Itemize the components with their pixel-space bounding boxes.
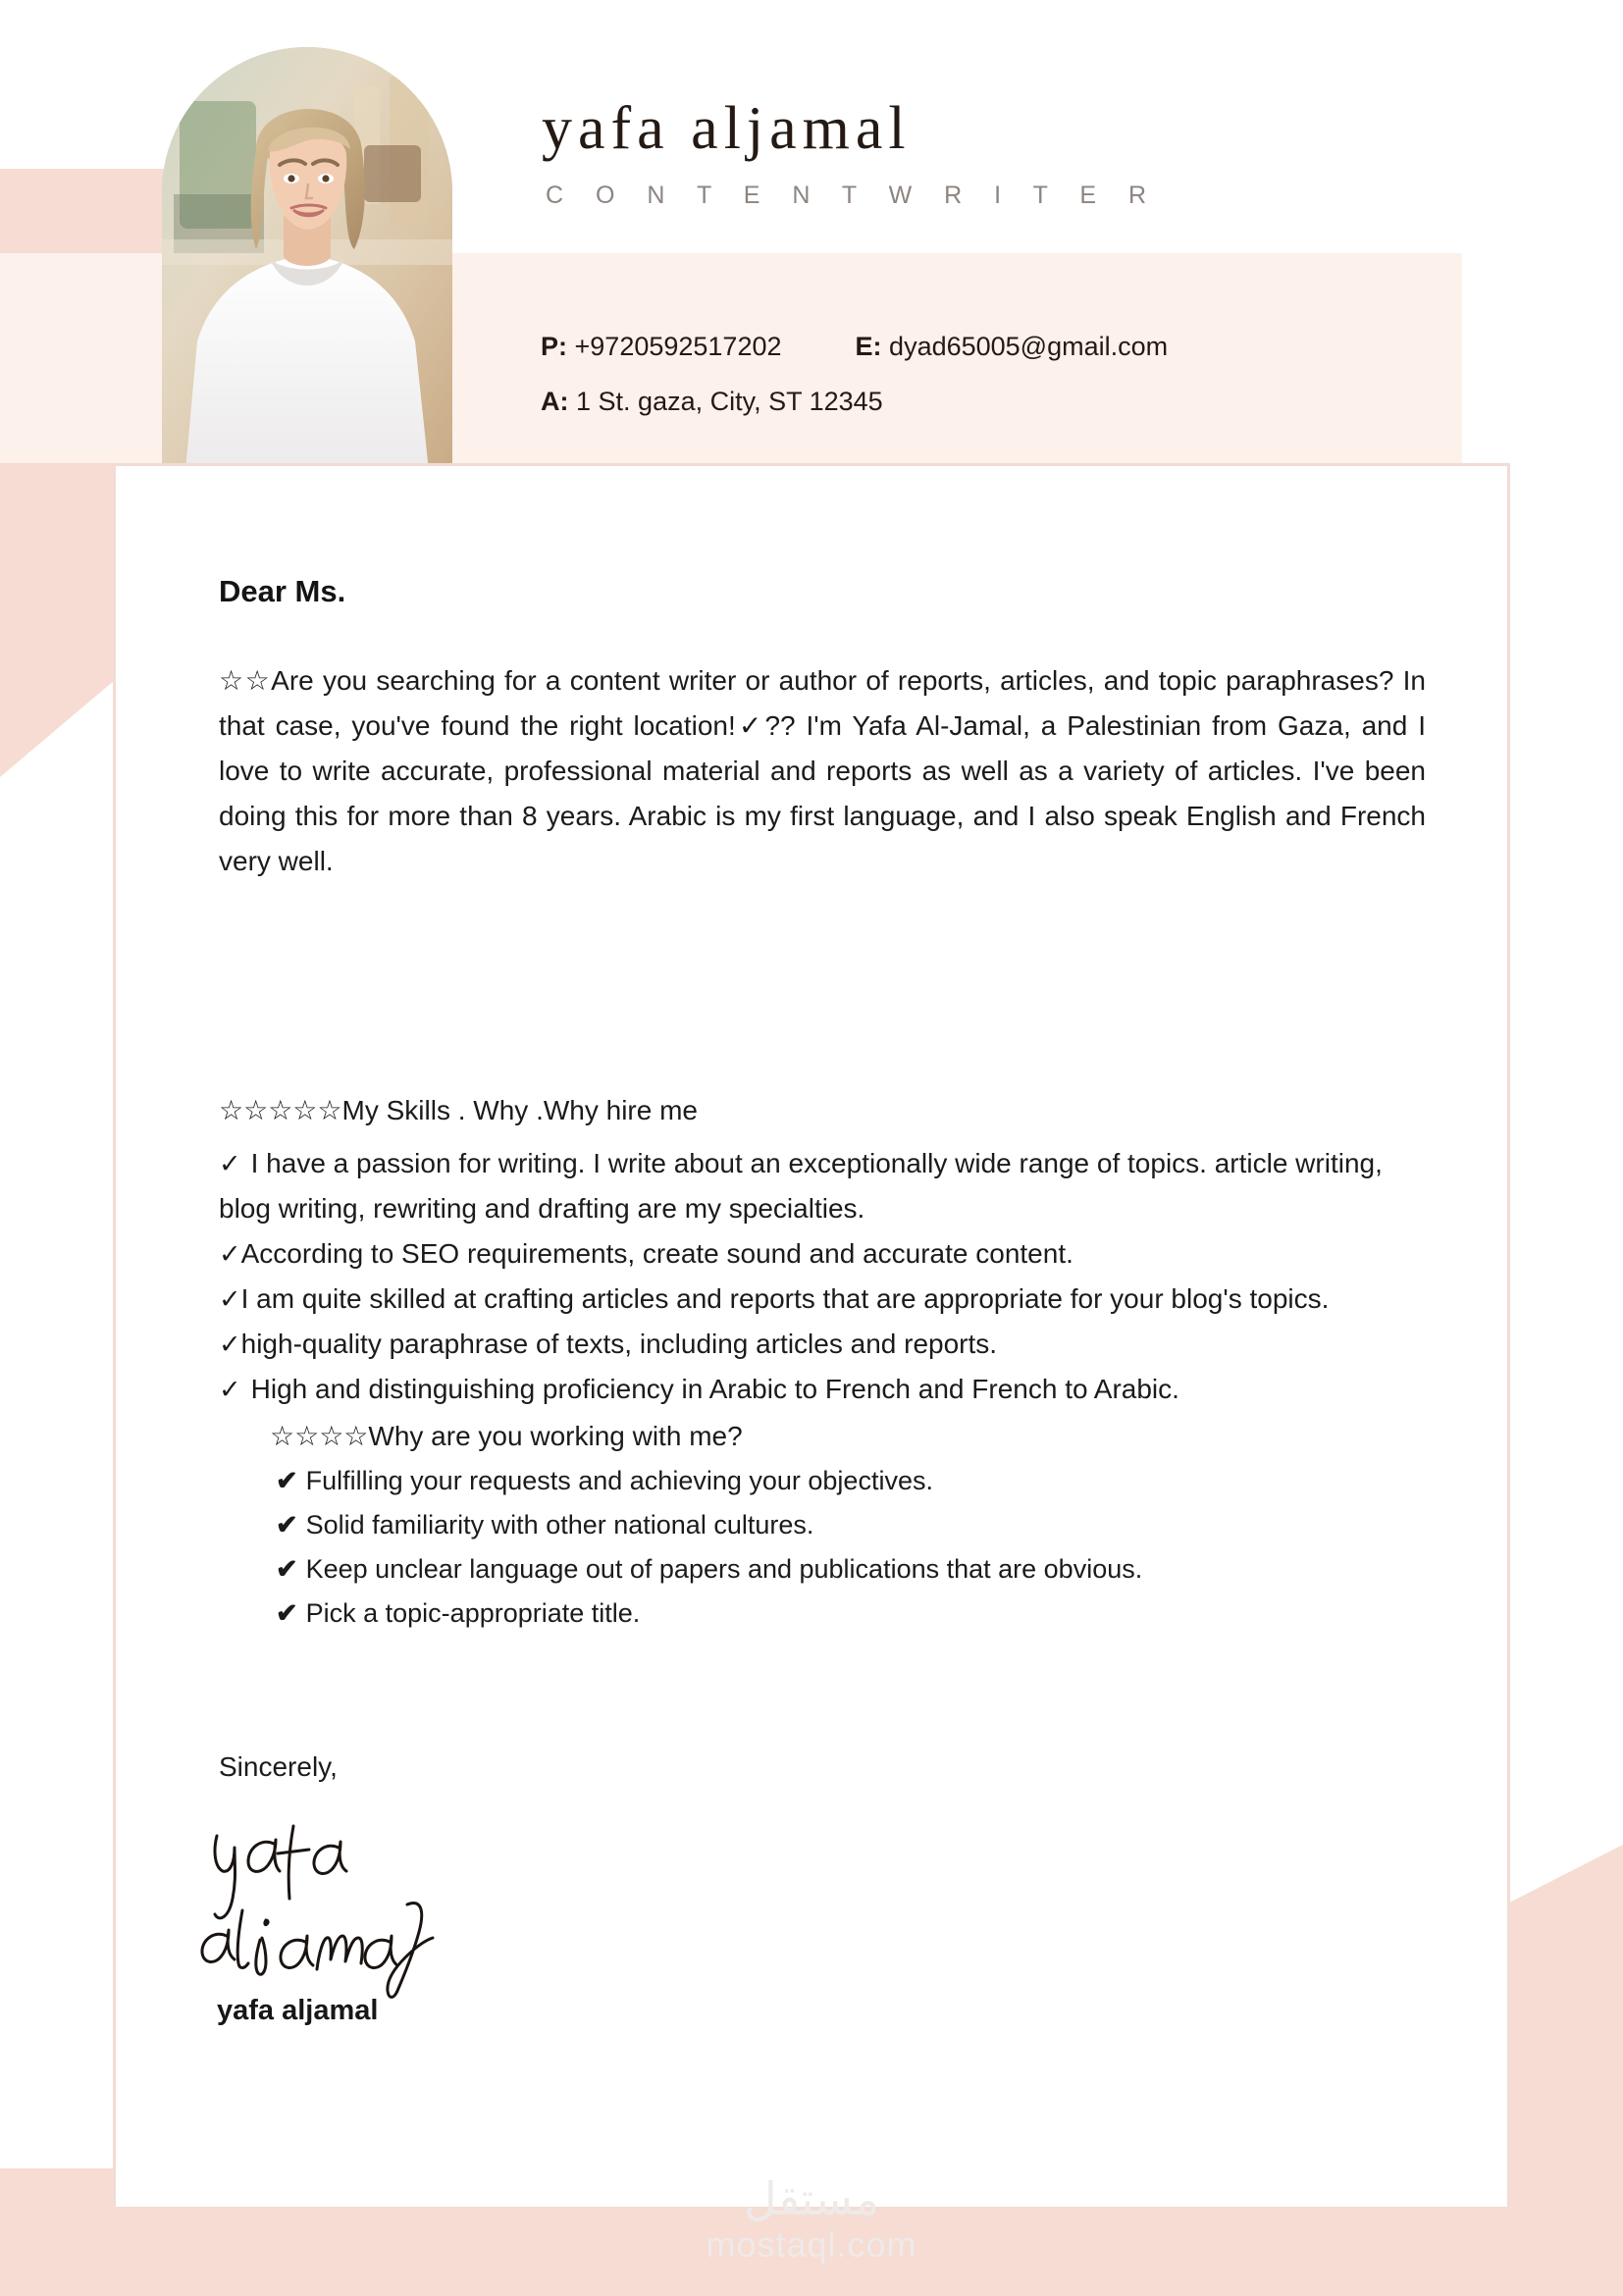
skill-item-label: high-quality paraphrase of texts, including articles and reports.: [240, 1329, 998, 1359]
why-item-label: Fulfilling your requests and achieving your objectives.: [305, 1466, 933, 1495]
check-bold-icon: ✔: [276, 1598, 298, 1628]
signature-mark: [180, 1804, 533, 2001]
watermark-arabic: مستقل: [744, 2172, 879, 2225]
email-label: E:: [855, 332, 882, 361]
page-title: yafa aljamal: [542, 95, 912, 162]
check-icon: ✓: [219, 1239, 241, 1269]
phone-value: +9720592517202: [574, 332, 782, 361]
letter-card: [113, 463, 1510, 2210]
skill-item-label: I am quite skilled at crafting articles and reports that are appropriate for your blog's topics.: [240, 1283, 1330, 1314]
salutation: Dear Ms.: [219, 574, 346, 608]
check-icon: ✓: [219, 1375, 241, 1404]
check-bold-icon: ✔: [276, 1554, 298, 1584]
letter-header: [0, 0, 1623, 471]
skills-heading: ☆☆☆☆☆My Skills . Why .Why hire me: [219, 1095, 698, 1125]
why-item-label: Pick a topic-appropriate title.: [305, 1598, 641, 1628]
skill-item: [219, 1141, 1426, 1231]
watermark-latin: mostaql.com: [706, 2224, 917, 2265]
skill-item: [219, 1367, 1426, 1412]
why-heading: ☆☆☆☆Why are you working with me?: [270, 1421, 743, 1451]
skills-section: [219, 1088, 1426, 1636]
watermark: [706, 2173, 916, 2266]
avatar: [162, 47, 452, 471]
why-item: [276, 1459, 1426, 1503]
skill-item: [219, 1322, 1426, 1367]
check-bold-icon: ✔: [276, 1510, 298, 1539]
check-icon: ✓: [219, 1330, 241, 1359]
why-item: [276, 1592, 1426, 1636]
check-icon: ✓: [219, 1149, 241, 1178]
contact-row-phone-email: [541, 319, 1168, 374]
closing-line: Sincerely,: [219, 1751, 338, 1782]
contact-row-address: [541, 374, 1168, 429]
skill-item-label: I have a passion for writing. I write about an exceptionally wide range of topics. article writing, blog writing, rewriting and drafting are my specialties.: [219, 1148, 1383, 1224]
why-item-label: Keep unclear language out of papers and publications that are obvious.: [305, 1554, 1143, 1584]
skill-item: [219, 1231, 1426, 1277]
check-icon: ✓: [219, 1284, 241, 1314]
why-item: [276, 1547, 1426, 1592]
intro-paragraph: ☆☆Are you searching for a content writer or author of reports, articles, and topic paraphrases? In that case, you've found the right location!✓?? I'm Yafa Al-Jamal, a Palestinian from Gaza, and I love to write accurate, professional material and reports as well as a variety of articles. I've been doing this for more than 8 years. Arabic is my first language, and I also speak English and French very well.: [219, 665, 1426, 876]
phone-label: P:: [541, 332, 567, 361]
skill-item-label: According to SEO requirements, create sound and accurate content.: [240, 1238, 1073, 1269]
address-label: A:: [541, 387, 569, 416]
contact-info: [541, 319, 1168, 429]
address-value: 1 St. gaza, City, ST 12345: [576, 387, 883, 416]
letter-body: [219, 574, 1426, 2027]
skill-item: [219, 1277, 1426, 1322]
skill-item-label: High and distinguishing proficiency in Arabic to French and French to Arabic.: [250, 1374, 1179, 1404]
why-item: [276, 1503, 1426, 1547]
why-item-label: Solid familiarity with other national cultures.: [305, 1510, 814, 1539]
signature-name: yafa aljamal: [217, 1995, 379, 2026]
check-bold-icon: ✔: [276, 1466, 298, 1495]
email-value: dyad65005@gmail.com: [889, 332, 1169, 361]
job-title: C O N T E N T W R I T E R: [546, 182, 1160, 209]
